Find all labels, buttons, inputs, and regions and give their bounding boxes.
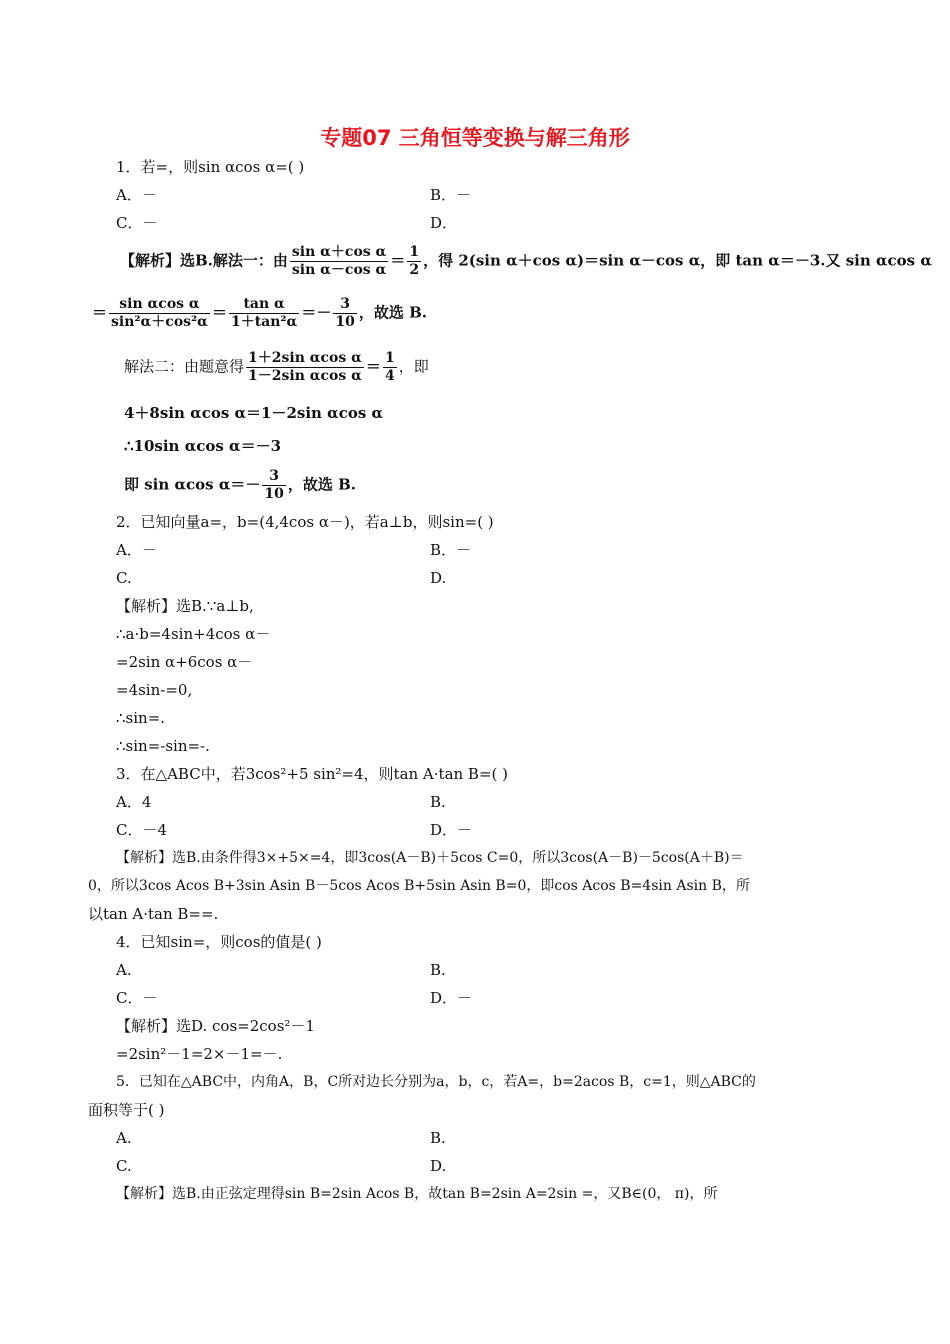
q2-solution-line-6: ∴sin=-sin=-. <box>116 737 210 755</box>
q3-solution-line-2: 0，所以3cos Acos B+3sin Asin B－5cos Acos B+5sin Asin B=0，即cos Acos B=4sin Asin B，所 <box>88 878 750 894</box>
page-title: 专题07 三角恒等变换与解三角形 <box>320 126 630 150</box>
q4-option-d: D．－ <box>430 989 473 1007</box>
q2-option-d: D. <box>430 569 447 587</box>
q2-option-b: B．－ <box>430 541 472 559</box>
q3-option-d: D．－ <box>430 821 473 839</box>
question-3-stem: 3．在△ABC中，若3cos²+5 sin²=4，则tan A·tan B=( ) <box>116 765 509 783</box>
q5-option-a: A. <box>116 1129 132 1147</box>
q1-solution-line-1: 【解析】选B.解法一：由 $\frac{\text{sin α＋cos α}}{\text{sin α－cos α}}$ ＝ $\frac{1}{2}$ ，得 2(sin α＋cos α)＝sin α－cos α，即 tan α＝－3.又 sin αcos α <box>120 244 932 278</box>
q4-option-a: A. <box>116 961 132 979</box>
question-4-stem: 4．已知sin=，则cos的值是( ) <box>116 933 322 951</box>
q1-option-a: A．－ <box>116 186 157 204</box>
q1-method-2-line-2: 4＋8sin αcos α＝1－2sin αcos α <box>124 404 384 422</box>
q5-option-c: C. <box>116 1157 132 1175</box>
question-1-stem: 1．若=，则sin αcos α=( ) <box>116 158 305 176</box>
q3-option-b: B. <box>430 793 446 811</box>
q3-solution-line-3: 以tan A·tan B==. <box>88 905 219 923</box>
question-5-stem-line-2: 面积等于( ) <box>88 1101 165 1119</box>
q2-solution-line-3: =2sin α+6cos α－ <box>116 653 253 671</box>
q3-solution-line-1: 【解析】选B.由条件得3×+5×=4，即3cos(A－B)＋5cos C=0，所以3cos(A－B)－5cos(A＋B)＝ <box>116 850 744 866</box>
q1-method-2-line-3: ∴10sin αcos α＝－3 <box>124 437 282 455</box>
q5-option-b: B. <box>430 1129 446 1147</box>
q2-solution-line-4: =4sin-=0, <box>116 681 193 699</box>
q4-option-b: B. <box>430 961 446 979</box>
q2-solution-line-1: 【解析】选B.∵a⊥b, <box>116 597 254 615</box>
q4-solution-line-1: 【解析】选D. cos=2cos²－1 <box>116 1017 315 1035</box>
question-5-stem-line-1: 5．已知在△ABC中，内角A，B，C所对边长分别为a，b，c，若A=，b=2acos B，c=1，则△ABC的 <box>116 1074 756 1090</box>
q2-option-c: C. <box>116 569 132 587</box>
q1-option-d: D． <box>430 214 458 232</box>
q5-option-d: D. <box>430 1157 447 1175</box>
q1-solution-line-2: ＝ $\frac{\text{sin αcos α}}{\text{sin²α＋cos²α}}$ ＝ $\frac{\text{tan α}}{\text{1＋tan²α}}$ ＝－ $\frac{3}{10}$ ，故选 B. <box>92 296 427 330</box>
q1-option-c: C．－ <box>116 214 158 232</box>
q2-solution-line-2: ∴a·b=4sin+4cos α－ <box>116 625 271 643</box>
q3-option-c: C．－4 <box>116 821 168 839</box>
q2-solution-line-5: ∴sin=. <box>116 709 166 727</box>
q2-option-a: A．－ <box>116 541 157 559</box>
q1-method-2-line-4: 即 sin αcos α＝－ $\frac{3}{10}$ ，故选 B. <box>124 468 356 502</box>
q4-solution-line-2: =2sin²－1=2×－1=－. <box>116 1045 283 1063</box>
question-2-stem: 2．已知向量a=，b=(4,4cos α－)，若a⊥b，则sin=( ) <box>116 513 494 531</box>
q3-option-a: A．4 <box>116 793 152 811</box>
q1-solution-method-2: 解法二：由题意得 $\frac{\text{1＋2sin αcos α}}{\text{1－2sin αcos α}}$ ＝ $\frac{1}{4}$ ，即 <box>124 350 429 384</box>
q5-solution-line-1: 【解析】选B.由正弦定理得sin B=2sin Acos B，故tan B=2sin A=2sin =，又B∈(0， π)，所 <box>116 1186 718 1202</box>
q4-option-c: C．－ <box>116 989 158 1007</box>
q1-option-b: B．－ <box>430 186 472 204</box>
